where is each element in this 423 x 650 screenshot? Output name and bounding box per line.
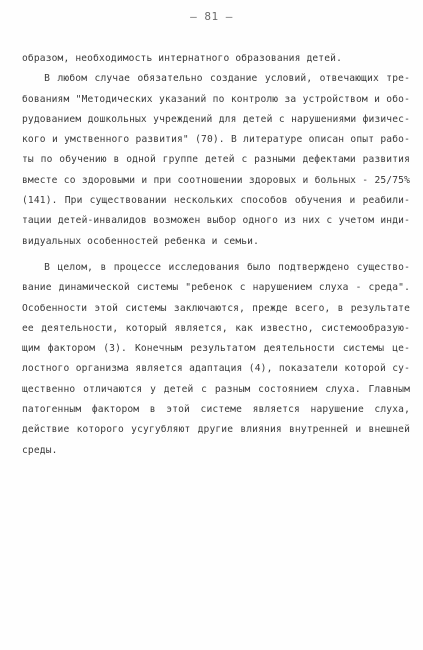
text-line: ты по обучению в одной группе детей с разными дефектами развития xyxy=(22,154,410,166)
text-line: действие которого усугубляют другие влияния внутренней и внешней xyxy=(22,424,410,436)
text-line: тации детей-инвалидов возможен выбор одного из них с учетом инди- xyxy=(22,215,410,227)
text-line: кого и умственного развития" (70). В литературе описан опыт рабо- xyxy=(22,134,410,146)
text-line: образом, необходимость интернатного образования детей. xyxy=(22,53,342,64)
text-line: среды. xyxy=(22,444,58,456)
text-line: рудованием дошкольных учреждений для детей с нарушениями физичес- xyxy=(22,113,410,125)
text-body xyxy=(22,49,410,461)
text-line: вместе со здоровыми и при соотношении здоровых и больных - 25/75% xyxy=(22,174,410,186)
page-number: – 81 – xyxy=(190,10,233,23)
text-line: Особенности этой системы заключаются, прежде всего, в результате xyxy=(22,302,410,314)
text-line: В целом, в процессе исследования было подтверждено существо- xyxy=(22,261,410,273)
text-line: вание динамической системы "ребенок с нарушением слуха - среда". xyxy=(22,282,410,294)
text-line: щим фактором (3). Конечным результатом деятельности системы це- xyxy=(22,343,410,355)
text-line: (141). При существовании нескольких способов обучения и реабили- xyxy=(22,195,410,207)
text-line: В любом случае обязательно создание условий, отвечающих тре- xyxy=(22,73,410,85)
text-line: бованиям "Методических указаний по контролю за устройством и обо- xyxy=(22,93,410,105)
text-line: лостного организма является адаптация (4), показатели которой су- xyxy=(22,363,410,375)
text-line: видуальных особенностей ребенка и семьи. xyxy=(22,235,260,247)
text-line: ее деятельности, который является, как известно, системообразую- xyxy=(22,322,410,334)
text-line: щественно отличаются у детей с разным состоянием слуха. Главным xyxy=(22,383,410,395)
text-line: патогенным фактором в этой системе является нарушение слуха, xyxy=(22,404,410,416)
